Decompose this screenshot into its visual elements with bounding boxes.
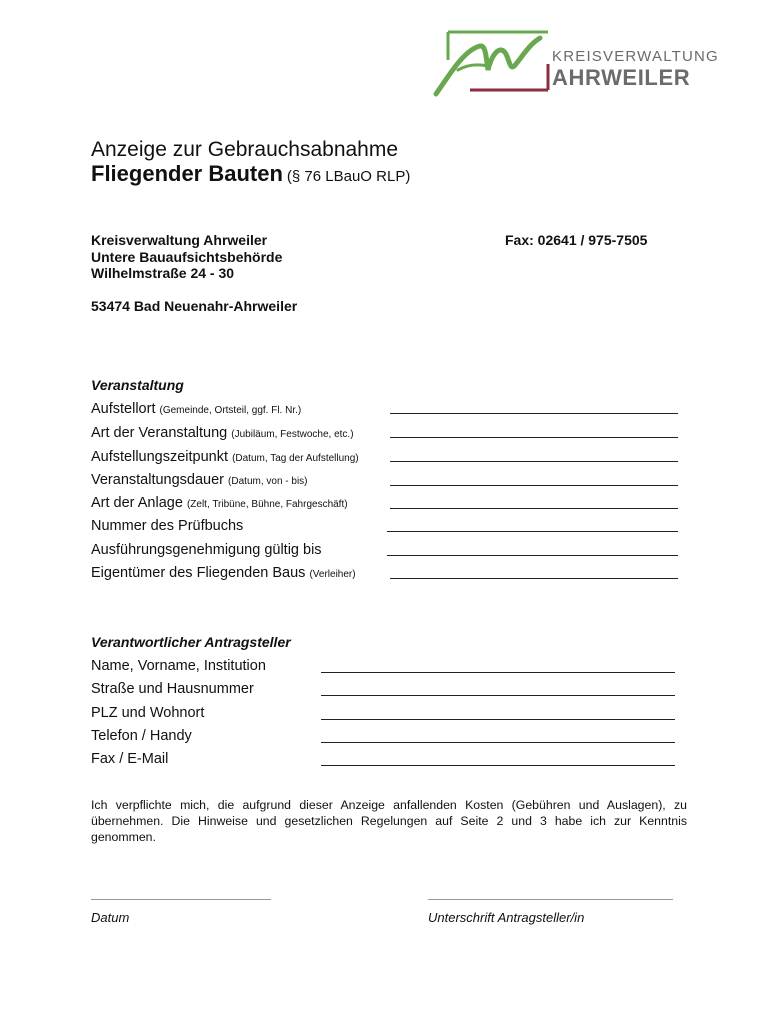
input-line-nummer-pruefbuch[interactable] [387, 531, 678, 532]
kreisverwaltung-logo [430, 24, 719, 100]
subtitle-law-reference: (§ 76 LBauO RLP) [286, 168, 411, 185]
logo-text-line2: AHRWEILER [552, 65, 691, 90]
field-telefon [91, 728, 192, 744]
input-line-ausfuehrungsgenehmigung[interactable] [387, 555, 678, 556]
document-title: Anzeige zur Gebrauchsabnahme [91, 138, 399, 161]
input-line-plz-wohnort[interactable] [321, 719, 675, 720]
field-label: Aufstellungszeitpunkt [91, 449, 229, 465]
input-line-aufstellort[interactable] [390, 413, 678, 414]
field-label: Name, Vorname, Institution [91, 658, 266, 674]
field-hint: (Datum, Tag der Aufstellung) [232, 453, 359, 464]
field-label: Eigentümer des Fliegenden Baus [91, 565, 306, 581]
field-plz-wohnort [91, 705, 204, 721]
subtitle-bold: Fliegender Bauten [91, 161, 283, 186]
field-label: Art der Veranstaltung [91, 425, 228, 441]
field-label: Veranstaltungsdauer [91, 472, 225, 488]
field-label: Aufstellort [91, 401, 156, 417]
field-veranstaltungsdauer [91, 472, 308, 488]
field-aufstellort [91, 401, 301, 417]
input-line-telefon[interactable] [321, 742, 675, 743]
date-signature-line[interactable] [91, 899, 271, 900]
field-eigentuemer [91, 565, 356, 581]
field-label: PLZ und Wohnort [91, 705, 205, 721]
declaration-text: Ich verpflichte mich, die aufgrund dieser Anzeige anfallenden Kosten (Gebühren und Auslagen), zu übernehmen. Die Hinweise und gesetzlichen Regelungen auf Seite 2 und 3 habe ich zur Kenntnis genommen. [91, 798, 687, 844]
field-art-der-veranstaltung [91, 425, 354, 441]
address-line-4: 53474 Bad Neuenahr-Ahrweiler [91, 298, 298, 314]
input-line-fax-email[interactable] [321, 765, 675, 766]
field-ausfuehrungsgenehmigung [91, 542, 322, 558]
input-line-art-der-veranstaltung[interactable] [390, 437, 678, 438]
field-hint: (Zelt, Tribüne, Bühne, Fahrgeschäft) [186, 499, 348, 510]
field-fax-email [91, 751, 168, 767]
field-label: Nummer des Prüfbuchs [91, 518, 244, 534]
field-hint: (Verleiher) [309, 569, 356, 580]
input-line-veranstaltungsdauer[interactable] [390, 485, 678, 486]
field-hint: (Jubiläum, Festwoche, etc.) [231, 429, 354, 440]
field-label: Straße und Hausnummer [91, 681, 254, 697]
logo-text-line1: KREISVERWALTUNG [552, 48, 719, 65]
field-hint: (Gemeinde, Ortsteil, ggf. Fl. Nr.) [159, 405, 302, 416]
applicant-signature-line[interactable] [428, 899, 673, 900]
field-nummer-pruefbuch [91, 518, 243, 534]
section-heading-veranstaltung: Veranstaltung [91, 377, 184, 393]
field-aufstellungszeitpunkt [91, 449, 359, 465]
address-line-2: Untere Bauaufsichtsbehörde [91, 249, 283, 265]
field-label: Fax / E-Mail [91, 751, 169, 767]
input-line-name[interactable] [321, 672, 675, 673]
field-label: Art der Anlage [91, 495, 183, 511]
address-line-1: Kreisverwaltung Ahrweiler [91, 232, 268, 248]
logo-mark-icon [430, 24, 550, 100]
address-line-3: Wilhelmstraße 24 - 30 [91, 265, 235, 281]
section-heading-antragsteller: Verantwortlicher Antragsteller [91, 634, 291, 650]
input-line-art-der-anlage[interactable] [390, 508, 678, 509]
field-label: Telefon / Handy [91, 728, 192, 744]
field-hint: (Datum, von - bis) [228, 476, 308, 487]
input-line-strasse[interactable] [321, 695, 675, 696]
signature-label: Unterschrift Antragsteller/in [428, 910, 585, 925]
field-art-der-anlage [91, 495, 348, 511]
document-subtitle [91, 161, 410, 187]
date-label: Datum [91, 910, 130, 925]
input-line-aufstellungszeitpunkt[interactable] [390, 461, 678, 462]
input-line-eigentuemer[interactable] [390, 578, 678, 579]
field-name [91, 658, 266, 674]
field-strasse [91, 681, 254, 697]
field-label: Ausführungsgenehmigung gültig bis [91, 542, 322, 558]
fax-number: Fax: 02641 / 975-7505 [505, 232, 648, 248]
